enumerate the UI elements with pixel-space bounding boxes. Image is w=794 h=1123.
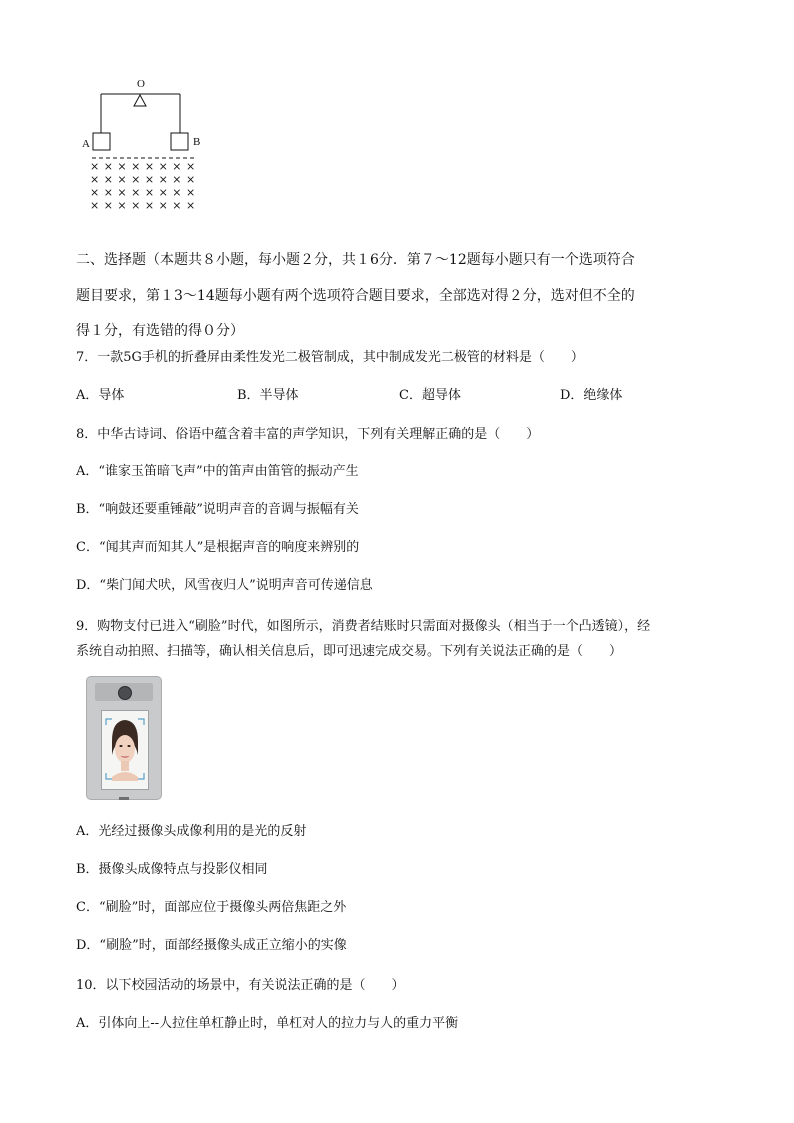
question-stem: 9．购物支付已进入“刷脸”时代，如图所示，消费者结账时只需面对摄像头（相当于一个凸透镜），经: [76, 619, 651, 634]
terminal-screen: [101, 710, 149, 790]
face-pay-terminal-image: [86, 676, 162, 800]
option-a: A．光经过摄像头成像利用的是光的反射: [76, 824, 307, 839]
section-line: 二、选择题（本题共８小题，每小题２分，共１6分．第７～12题每小题只有一个选项符合: [76, 252, 635, 268]
question-stem: 10．以下校园活动的场景中，有关说法正确的是（ ）: [76, 978, 405, 993]
terminal-foot: [119, 797, 129, 800]
option-a: A．“谁家玉笛暗飞声”中的笛声由笛管的振动产生: [76, 464, 359, 479]
label-o: O: [137, 78, 145, 90]
option-b: B．“响鼓还要重锤敲”说明声音的音调与振幅有关: [76, 502, 359, 517]
option-d: D．绝缘体: [560, 388, 623, 403]
section-line: 得１分，有选错的得０分）: [76, 323, 244, 339]
label-a: A: [82, 138, 90, 150]
question-stem: 8．中华古诗词、俗语中蕴含着丰富的声学知识，下列有关理解正确的是（ ）: [76, 427, 540, 442]
field-row: × × × × × × × ×: [90, 186, 196, 199]
field-row: × × × × × × × ×: [90, 199, 196, 212]
option-a: A．导体: [76, 388, 125, 403]
option-b: B．摄像头成像特点与投影仪相同: [76, 862, 268, 877]
option-c: C．“刷脸”时，面部应位于摄像头两倍焦距之外: [76, 900, 347, 915]
camera-icon: [118, 686, 132, 700]
section-line: 题目要求，第１3～14题每小题有两个选项符合题目要求，全部选对得２分，选对但不全的: [76, 288, 635, 304]
option-c: C．“闻其声而知其人”是根据声音的响度来辨别的: [76, 540, 360, 555]
question-stem: 7．一款5G手机的折叠屏由柔性发光二极管制成，其中制成发光二极管的材料是（ ）: [76, 350, 584, 365]
option-c: C．超导体: [399, 388, 461, 403]
option-a: A．引体向上--人拉住单杠静止时，单杠对人的拉力与人的重力平衡: [76, 1016, 459, 1031]
option-d: D．“柴门闻犬吠，风雪夜归人”说明声音可传递信息: [76, 578, 373, 593]
option-b: B．半导体: [237, 388, 299, 403]
option-d: D．“刷脸”时，面部经摄像头成正立缩小的实像: [76, 938, 347, 953]
field-row: × × × × × × × ×: [90, 173, 196, 186]
field-row: × × × × × × × ×: [90, 160, 196, 173]
face-icon: [102, 711, 148, 789]
question-stem: 系统自动拍照、扫描等，确认相关信息后，即可迅速完成交易。下列有关说法正确的是（ ）: [76, 644, 623, 659]
label-b: B: [193, 136, 201, 148]
